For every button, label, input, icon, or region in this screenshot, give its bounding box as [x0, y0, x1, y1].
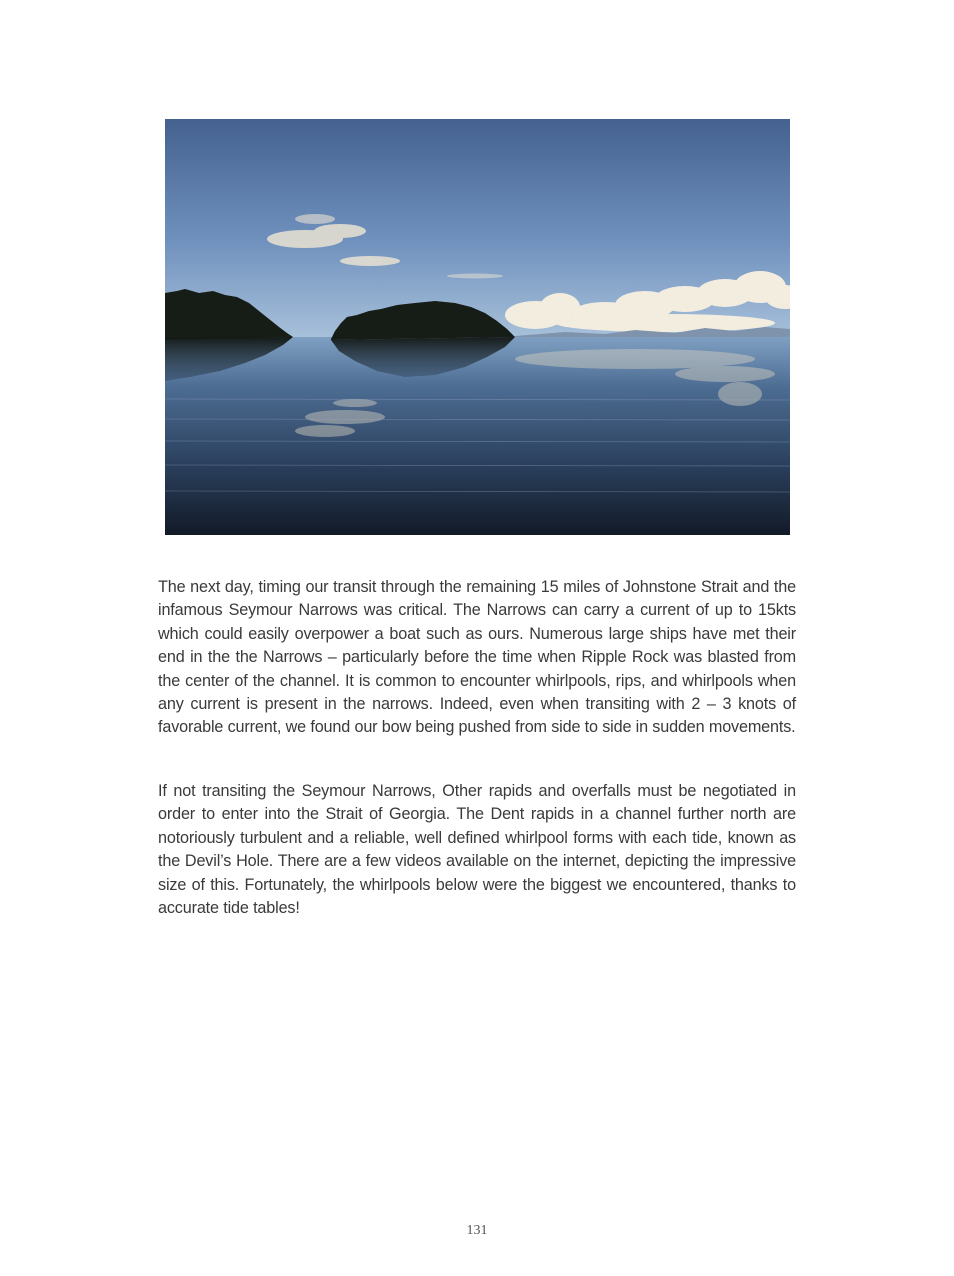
page-number: 131	[466, 1223, 488, 1238]
body-paragraph-1: The next day, timing our transit through the remaining 15 miles of Johnstone Strait and the infamous Seymour Narrows was critical. The Narrows can carry a current of up to 15kts which could easily overpower a boat such as ours. Numerous large ships have met their end in the the Narrows – particularly before the time when Ripple Rock was blasted from the center of the channel. It is common to encounter whirlpools, rips, and whirlpools when any current is present in the narrows. Indeed, even when transiting with 2 – 3 knots of favorable current, we found our bow being pushed from side to side in sudden movements.	[158, 578, 796, 737]
body-paragraph-2: If not transiting the Seymour Narrows, Other rapids and overfalls must be negotiated in order to enter into the Strait of Georgia. The Dent rapids in a channel further north are notoriously turbulent and a reliable, well defined whirlpool forms with each tide, known as the Devil’s Hole. There are a few videos available on the internet, depicting the impressive size of this. Fortunately, the whirlpools below were the biggest we encountered, thanks to accurate tide tables!	[158, 782, 796, 918]
seascape-photo	[165, 119, 790, 535]
